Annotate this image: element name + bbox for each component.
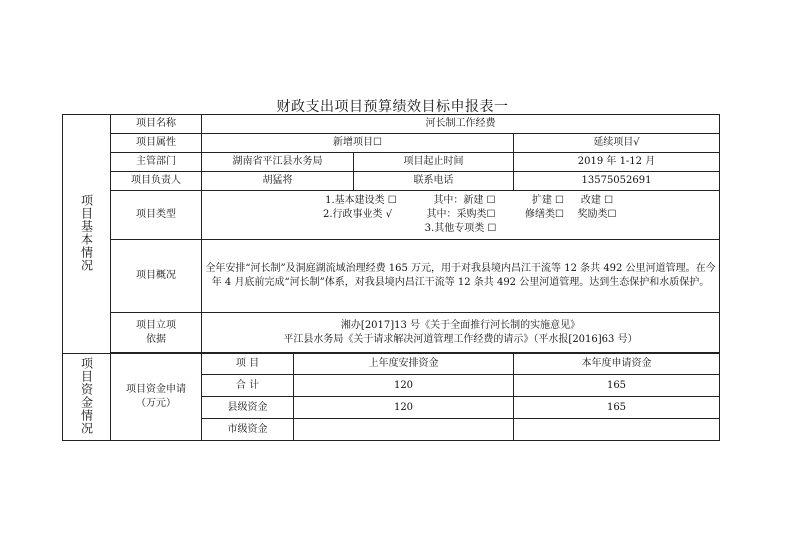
budget-form-table bbox=[62, 114, 720, 441]
basis-label-line-2: 依据 bbox=[146, 333, 166, 345]
funds-item: 县级资金 bbox=[202, 397, 294, 419]
type-sub-rebuild[interactable]: 改建 ☐ bbox=[580, 195, 614, 206]
type-other-special[interactable]: 3.其他专项类 ☐ bbox=[424, 223, 497, 234]
owner-value: 胡猛将 bbox=[202, 172, 354, 191]
row-overview bbox=[63, 240, 720, 313]
row-funds-header bbox=[63, 354, 720, 375]
basis-line-2: 平江县水务局《关于请求解决河道管理工作经费的请示》（平水报[2016]63 号） bbox=[283, 333, 638, 345]
project-name-value: 河长制工作经费 bbox=[202, 115, 720, 134]
funds-item: 市级资金 bbox=[202, 419, 294, 441]
funds-col-item: 项 目 bbox=[202, 354, 294, 375]
basis-label bbox=[111, 313, 202, 353]
funds-this-year-value: 165 bbox=[514, 375, 720, 397]
period-label: 项目起止时间 bbox=[354, 153, 514, 172]
attribute-new-option[interactable]: 新增项目☐ bbox=[202, 134, 514, 153]
funds-apply-label-line-2: （万元） bbox=[136, 398, 176, 409]
section-funds-info bbox=[63, 354, 111, 441]
funds-last-year-value: 120 bbox=[294, 375, 514, 397]
basis-value bbox=[202, 313, 720, 353]
attribute-label: 项目属性 bbox=[111, 134, 202, 153]
section-basic-label: 项目基本情况 bbox=[79, 193, 94, 272]
phone-value: 13575052691 bbox=[514, 172, 720, 191]
type-line-3 bbox=[205, 222, 716, 236]
phone-label: 联系电话 bbox=[354, 172, 514, 191]
project-type-options bbox=[202, 191, 720, 240]
row-attribute bbox=[63, 134, 720, 153]
funds-this-year-value: 165 bbox=[514, 397, 720, 419]
basis-label-line-1: 项目立项 bbox=[136, 319, 176, 331]
type-line-1 bbox=[205, 194, 716, 208]
project-type-label: 项目类型 bbox=[111, 191, 202, 240]
funds-last-year-value bbox=[294, 419, 514, 441]
overview-label: 项目概况 bbox=[111, 240, 202, 313]
type-basic-construction[interactable]: 1.基本建设类 ☐ bbox=[325, 195, 397, 206]
overview-value: 全年安排“河长制”及洞庭湖流域治理经费 165 万元，用于对我县境内昌江干流等 12 条共 492 公里河道管理。在今年 4 月底前完成“河长制”体系，对我县境内昌江干流等 12 条共 492 公里河道管理。达到生态保护和水质保护。 bbox=[202, 240, 720, 313]
type-sub-expand[interactable]: 扩建 ☐ bbox=[531, 195, 564, 206]
funds-col-last-year: 上年度安排资金 bbox=[294, 354, 514, 375]
department-value: 湖南省平江县水务局 bbox=[202, 153, 354, 172]
basis-line-1: 湘办[2017]13 号《关于全面推行河长制的实施意见》 bbox=[340, 319, 581, 331]
attribute-continue-option[interactable]: 延续项目√ bbox=[514, 134, 720, 153]
funds-item: 合 计 bbox=[202, 375, 294, 397]
type-administrative[interactable]: 2.行政事业类 √ bbox=[322, 209, 393, 220]
owner-label: 项目负责人 bbox=[111, 172, 202, 191]
project-name-label: 项目名称 bbox=[111, 115, 202, 134]
row-owner bbox=[63, 172, 720, 191]
row-project-name bbox=[63, 115, 720, 134]
type-line-2 bbox=[205, 208, 716, 222]
section-basic-info bbox=[63, 115, 111, 354]
page-title: 财政支出项目预算绩效目标申报表一 bbox=[276, 99, 509, 115]
funds-this-year-value bbox=[514, 419, 720, 441]
period-value: 2019 年 1-12 月 bbox=[514, 153, 720, 172]
department-label: 主管部门 bbox=[111, 153, 202, 172]
funds-apply-label bbox=[111, 354, 202, 441]
funds-apply-label-line-1: 项目资金申请 bbox=[126, 384, 186, 395]
type-sub-purchase[interactable]: 其中：采购类☐ bbox=[426, 209, 496, 220]
funds-last-year-value: 120 bbox=[294, 397, 514, 419]
row-project-type bbox=[63, 191, 720, 240]
type-sub-reward[interactable]: 奖励类☐ bbox=[577, 209, 617, 220]
row-basis bbox=[63, 313, 720, 353]
type-sub-repair[interactable]: 修缮类☐ bbox=[525, 209, 564, 220]
type-sub-new[interactable]: 其中：新建 ☐ bbox=[433, 195, 496, 206]
row-department bbox=[63, 153, 720, 172]
section-funds-label: 项目资金情况 bbox=[79, 356, 94, 435]
funds-col-this-year: 本年度申请资金 bbox=[514, 354, 720, 375]
